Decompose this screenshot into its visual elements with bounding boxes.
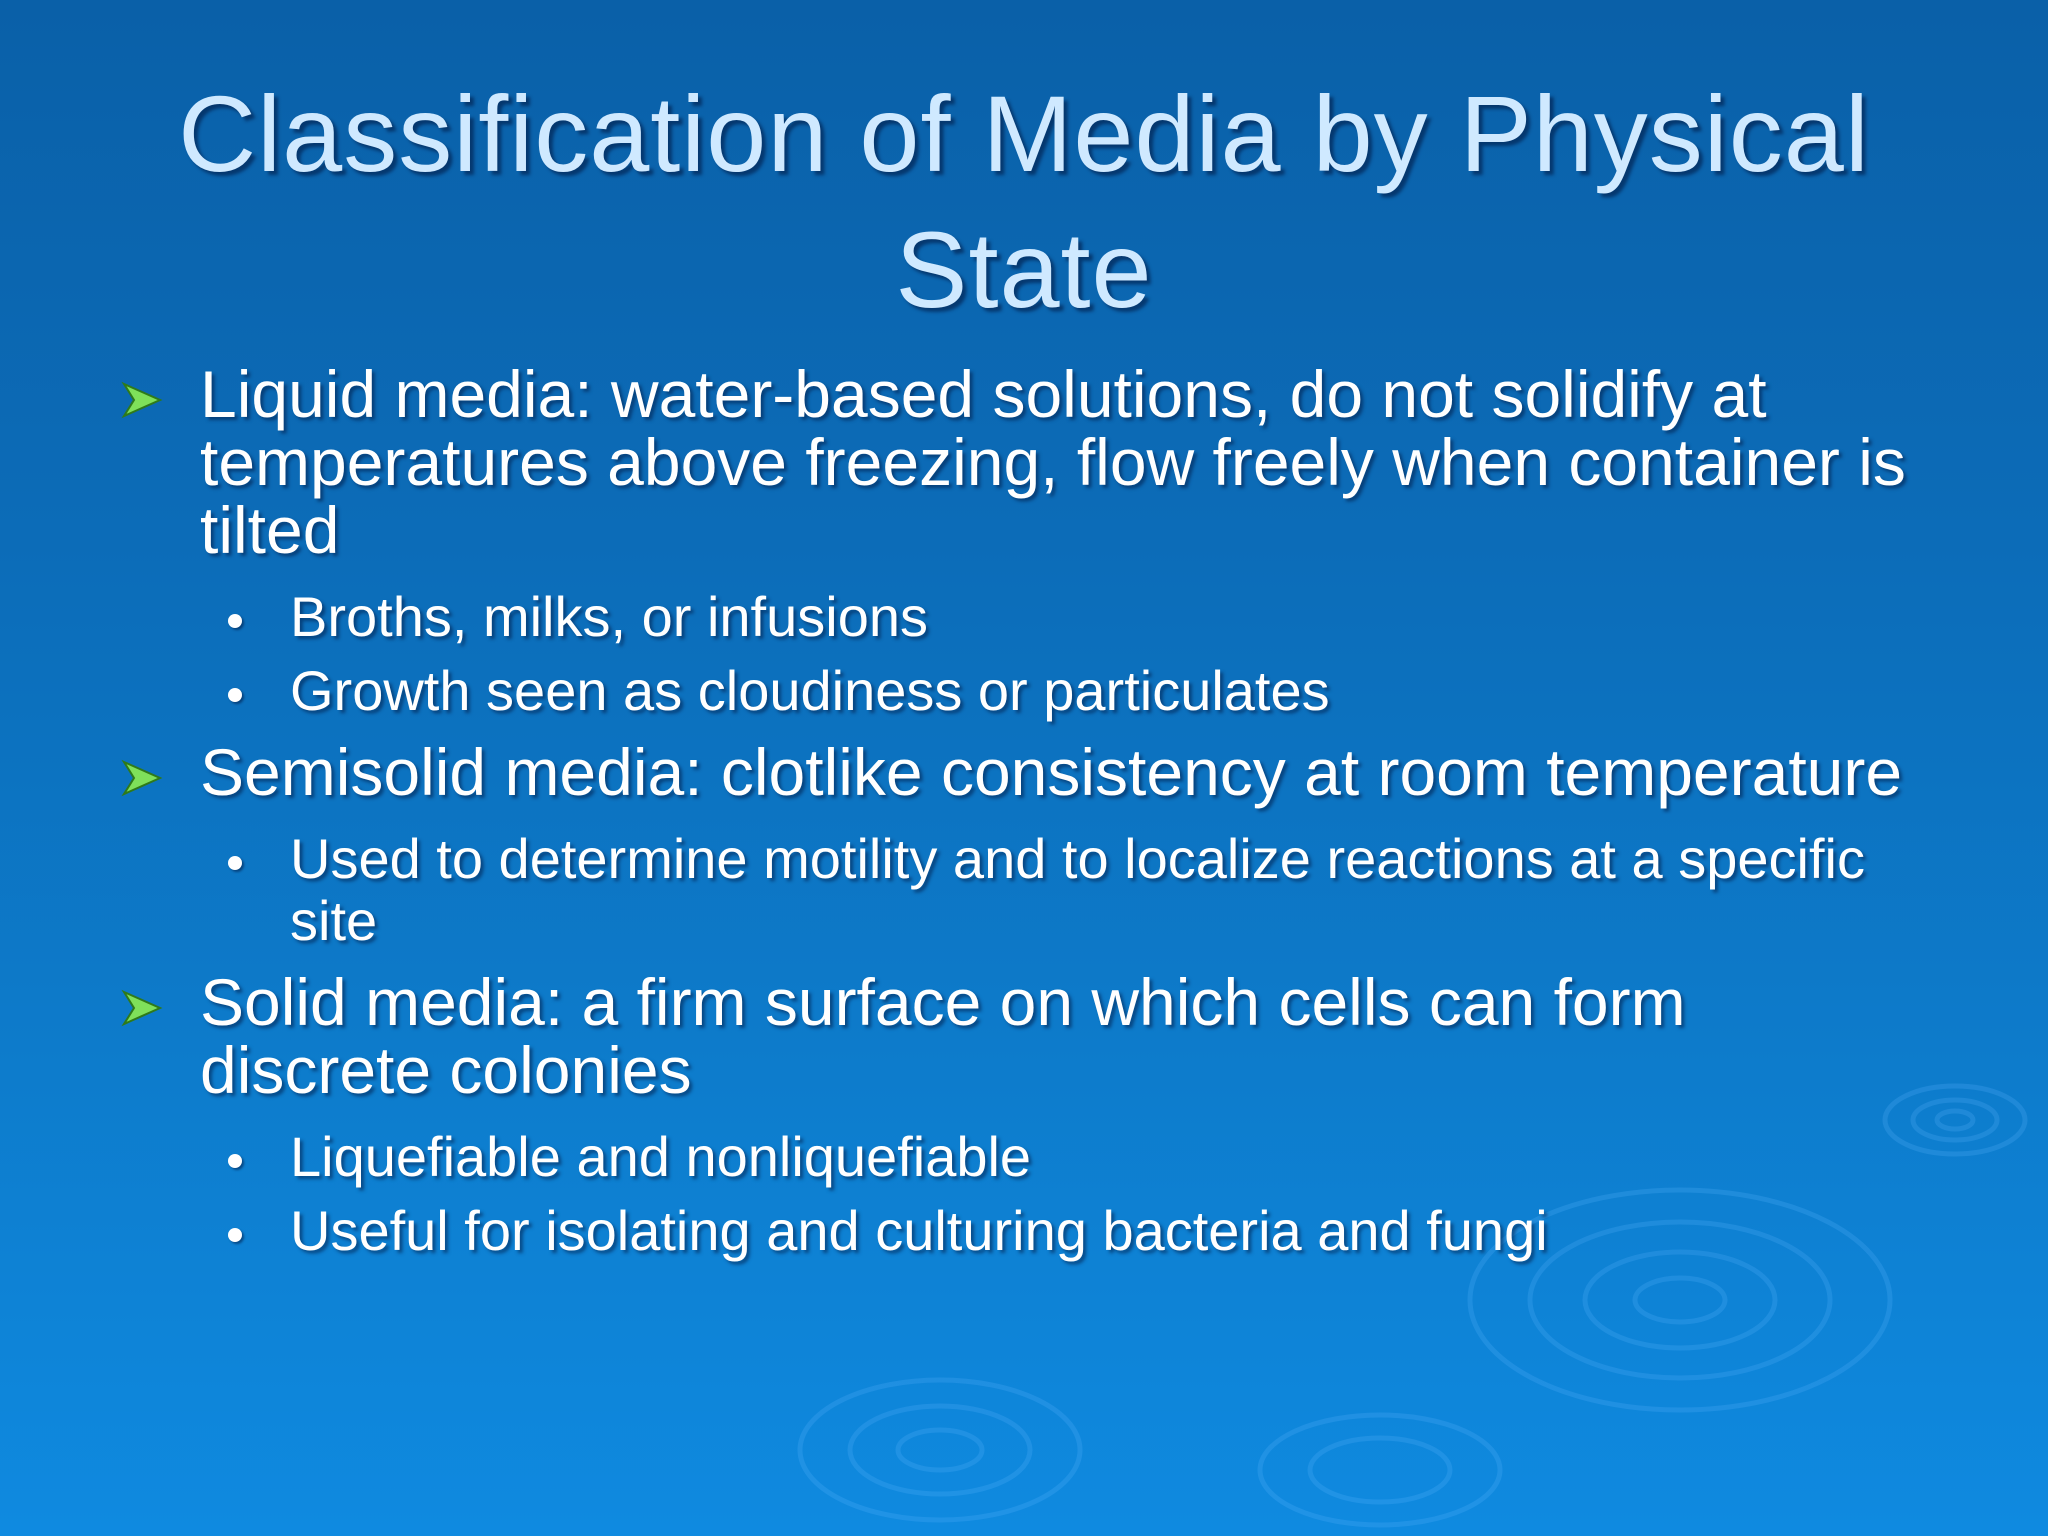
sub-bullet-text: Useful for isolating and culturing bacteria and fungi xyxy=(290,1199,1548,1262)
sub-bullet xyxy=(120,586,1920,648)
sub-bullet-text: Liquefiable and nonliquefiable xyxy=(290,1125,1032,1188)
bullet-text: Liquid media: water-based solutions, do not solidify at temperatures above freezing, flow freely when container is tilted xyxy=(200,357,1906,567)
sub-bullet-text: Growth seen as cloudiness or particulates xyxy=(290,659,1330,722)
dot-bullet-icon xyxy=(228,1228,242,1242)
sub-bullet xyxy=(120,1200,1920,1262)
bullet-text: Semisolid media: clotlike consistency at room temperature xyxy=(200,735,1903,809)
arrow-bullet-icon xyxy=(120,380,164,420)
sub-bullet xyxy=(120,828,1920,952)
sub-bullet xyxy=(120,660,1920,722)
slide-title: Classification of Media by Physical State xyxy=(178,73,1870,330)
bullet-list xyxy=(120,357,1920,1262)
bullet-solid-media xyxy=(120,965,1920,1107)
sub-bullet-text: Used to determine motility and to localize reactions at a specific site xyxy=(290,827,1865,952)
arrow-bullet-icon xyxy=(120,758,164,798)
arrow-bullet-icon xyxy=(120,988,164,1028)
bullet-text: Solid media: a firm surface on which cells can form discrete colonies xyxy=(200,965,1686,1107)
sub-bullet-text: Broths, milks, or infusions xyxy=(290,585,928,648)
dot-bullet-icon xyxy=(228,1154,242,1168)
dot-bullet-icon xyxy=(228,856,242,870)
dot-bullet-icon xyxy=(228,688,242,702)
bullet-liquid-media xyxy=(120,357,1920,567)
sub-bullet xyxy=(120,1126,1920,1188)
bullet-semisolid-media xyxy=(120,735,1920,809)
dot-bullet-icon xyxy=(228,614,242,628)
